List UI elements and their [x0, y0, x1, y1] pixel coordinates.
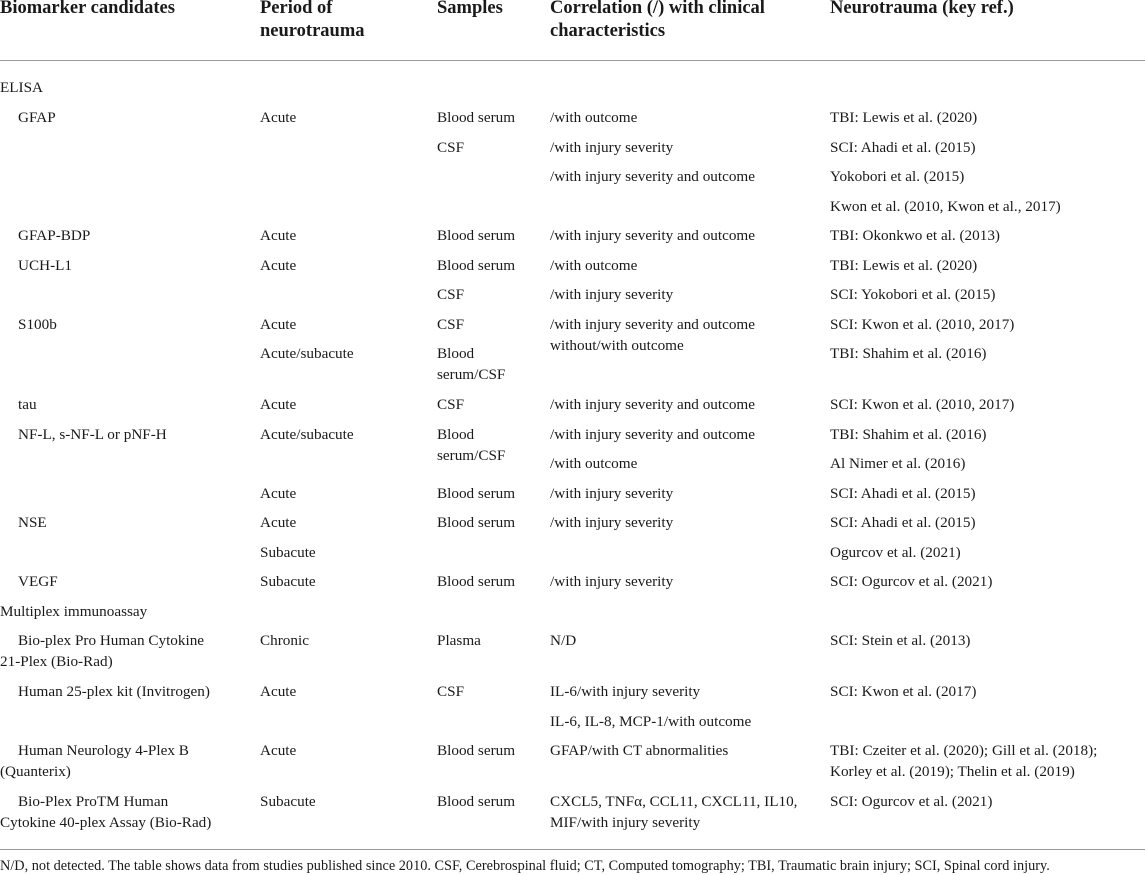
reference-cell: SCI: Kwon et al. (2010, 2017) [830, 396, 1015, 413]
samples-cell: Blood serum [437, 109, 516, 126]
table-row [0, 601, 1145, 630]
table-row [0, 196, 1145, 225]
samples-cell: Blood serum [437, 793, 516, 810]
table-footnote: N/D, not detected. The table shows data from studies published since 2010. CSF, Cerebrospinal fluid; CT, Computed tomography; TBI, Traumatic brain injury; SCI, Spinal cord injury. [0, 858, 1050, 874]
correlation-cell: /with injury severity [550, 139, 674, 156]
biomarker-cell-line2: 21-Plex (Bio-Rad) [0, 653, 113, 670]
samples-cell-line2: serum/CSF [437, 366, 506, 383]
correlation-cell: /with outcome [550, 455, 638, 472]
biomarker-cell: Human Neurology 4-Plex B [18, 742, 189, 759]
table-row [0, 740, 1145, 780]
correlation-cell: /with injury severity and outcome [550, 396, 755, 413]
reference-cell: TBI: Shahim et al. (2016) [830, 345, 987, 362]
reference-cell: Yokobori et al. (2015) [830, 168, 965, 185]
samples-cell: CSF [437, 286, 465, 303]
table-row [0, 107, 1145, 136]
biomarker-cell: Bio-Plex ProTM Human [18, 793, 169, 810]
samples-cell: Blood serum [437, 514, 516, 531]
samples-cell: CSF [437, 316, 465, 333]
period-cell: Acute [260, 109, 297, 126]
table-row [0, 137, 1145, 166]
correlation-cell: /with injury severity [550, 286, 674, 303]
footnote-divider [0, 849, 1145, 850]
period-cell: Acute [260, 742, 297, 759]
reference-cell: SCI: Kwon et al. (2017) [830, 683, 977, 700]
header-correlation-line1: Correlation (/) with clinical [550, 0, 765, 18]
table-row [0, 512, 1145, 541]
reference-cell: TBI: Lewis et al. (2020) [830, 257, 978, 274]
biomarker-cell: Human 25-plex kit (Invitrogen) [18, 683, 210, 700]
samples-cell: Blood serum [437, 227, 516, 244]
correlation-cell: /with injury severity and outcome [550, 227, 755, 244]
period-cell: Acute [260, 396, 297, 413]
samples-cell: Plasma [437, 632, 481, 649]
table-row [0, 284, 1145, 313]
biomarker-cell: Bio-plex Pro Human Cytokine [18, 632, 205, 649]
correlation-cell: /with injury severity and outcome [550, 168, 755, 185]
table-row [0, 255, 1145, 284]
reference-cell: SCI: Ahadi et al. (2015) [830, 139, 976, 156]
table-row [0, 166, 1145, 195]
biomarker-cell: NF-L, s-NF-L or pNF-H [18, 426, 167, 443]
reference-cell: SCI: Ogurcov et al. (2021) [830, 793, 993, 810]
biomarker-cell-line2: (Quanterix) [0, 763, 71, 780]
table-row [0, 343, 1145, 383]
table-row [0, 225, 1145, 254]
correlation-cell: CXCL5, TNFα, CCL11, CXCL11, IL10, [550, 793, 798, 810]
reference-cell: TBI: Lewis et al. (2020) [830, 109, 978, 126]
samples-cell: CSF [437, 139, 465, 156]
correlation-cell: GFAP/with CT abnormalities [550, 742, 729, 759]
reference-cell: TBI: Okonkwo et al. (2013) [830, 227, 1000, 244]
table-row [0, 681, 1145, 710]
table-row [0, 711, 1145, 740]
section-label: ELISA [0, 79, 44, 96]
correlation-cell: /with injury severity [550, 573, 674, 590]
period-cell: Subacute [260, 573, 316, 590]
samples-cell: Blood serum [437, 573, 516, 590]
table-header [0, 0, 1145, 61]
samples-cell: Blood serum [437, 257, 516, 274]
reference-cell-line2: Korley et al. (2019); Thelin et al. (2019) [830, 763, 1075, 780]
correlation-cell: /with injury severity and outcome [550, 316, 755, 333]
header-biomarker-candidates: Biomarker candidates [0, 0, 175, 18]
samples-cell-line2: serum/CSF [437, 447, 506, 464]
period-cell: Acute [260, 316, 297, 333]
biomarker-cell: GFAP-BDP [18, 227, 91, 244]
period-cell: Acute [260, 683, 297, 700]
correlation-cell: N/D [550, 632, 577, 649]
period-cell: Subacute [260, 793, 316, 810]
table-row [0, 77, 1145, 106]
period-cell: Acute [260, 257, 297, 274]
samples-cell: CSF [437, 683, 465, 700]
table-row [0, 453, 1145, 482]
biomarker-cell: tau [18, 396, 37, 413]
reference-cell: TBI: Shahim et al. (2016) [830, 426, 987, 443]
reference-cell: SCI: Stein et al. (2013) [830, 632, 971, 649]
samples-cell: Blood serum [437, 742, 516, 759]
correlation-cell-line2: MIF/with injury severity [550, 814, 701, 831]
header-samples: Samples [437, 0, 503, 18]
correlation-cell: /with outcome [550, 109, 638, 126]
table-row [0, 483, 1145, 512]
table-row [0, 630, 1145, 670]
biomarker-cell: UCH-L1 [18, 257, 72, 274]
period-cell: Subacute [260, 544, 316, 561]
period-cell: Acute [260, 485, 297, 502]
header-period-line2: neurotrauma [260, 21, 365, 41]
correlation-cell: /with injury severity and outcome [550, 426, 755, 443]
correlation-cell: /with injury severity [550, 485, 674, 502]
header-period-line1: Period of [260, 0, 333, 18]
reference-cell: SCI: Ahadi et al. (2015) [830, 514, 976, 531]
correlation-cell: IL-6, IL-8, MCP-1/with outcome [550, 713, 752, 730]
reference-cell: Kwon et al. (2010, Kwon et al., 2017) [830, 198, 1061, 215]
biomarker-cell: S100b [18, 316, 57, 333]
table-row [0, 542, 1145, 571]
correlation-cell: IL-6/with injury severity [550, 683, 701, 700]
table-row [0, 571, 1145, 600]
samples-cell: Blood [437, 345, 475, 362]
biomarker-cell: NSE [18, 514, 47, 531]
period-cell: Acute/subacute [260, 426, 354, 443]
period-cell: Acute/subacute [260, 345, 354, 362]
samples-cell: Blood [437, 426, 475, 443]
period-cell: Acute [260, 514, 297, 531]
reference-cell: SCI: Kwon et al. (2010, 2017) [830, 316, 1015, 333]
samples-cell: CSF [437, 396, 465, 413]
biomarker-cell: VEGF [18, 573, 58, 590]
period-cell: Acute [260, 227, 297, 244]
reference-cell: TBI: Czeiter et al. (2020); Gill et al. (2018); [830, 742, 1098, 759]
table-row [0, 394, 1145, 423]
reference-cell: SCI: Yokobori et al. (2015) [830, 286, 996, 303]
reference-cell: SCI: Ahadi et al. (2015) [830, 485, 976, 502]
header-neurotrauma-ref: Neurotrauma (key ref.) [830, 0, 1014, 18]
section-label: Multiplex immunoassay [0, 603, 148, 620]
reference-cell: Al Nimer et al. (2016) [830, 455, 966, 472]
reference-cell: Ogurcov et al. (2021) [830, 544, 961, 561]
biomarker-cell: GFAP [18, 109, 56, 126]
reference-cell: SCI: Ogurcov et al. (2021) [830, 573, 993, 590]
samples-cell: Blood serum [437, 485, 516, 502]
correlation-cell-line2: without/with outcome [550, 337, 684, 354]
header-correlation-line2: characteristics [550, 21, 666, 41]
period-cell: Chronic [260, 632, 309, 649]
biomarker-cell-line2: Cytokine 40-plex Assay (Bio-Rad) [0, 814, 212, 831]
table-row [0, 791, 1145, 831]
correlation-cell: /with outcome [550, 257, 638, 274]
correlation-cell: /with injury severity [550, 514, 674, 531]
